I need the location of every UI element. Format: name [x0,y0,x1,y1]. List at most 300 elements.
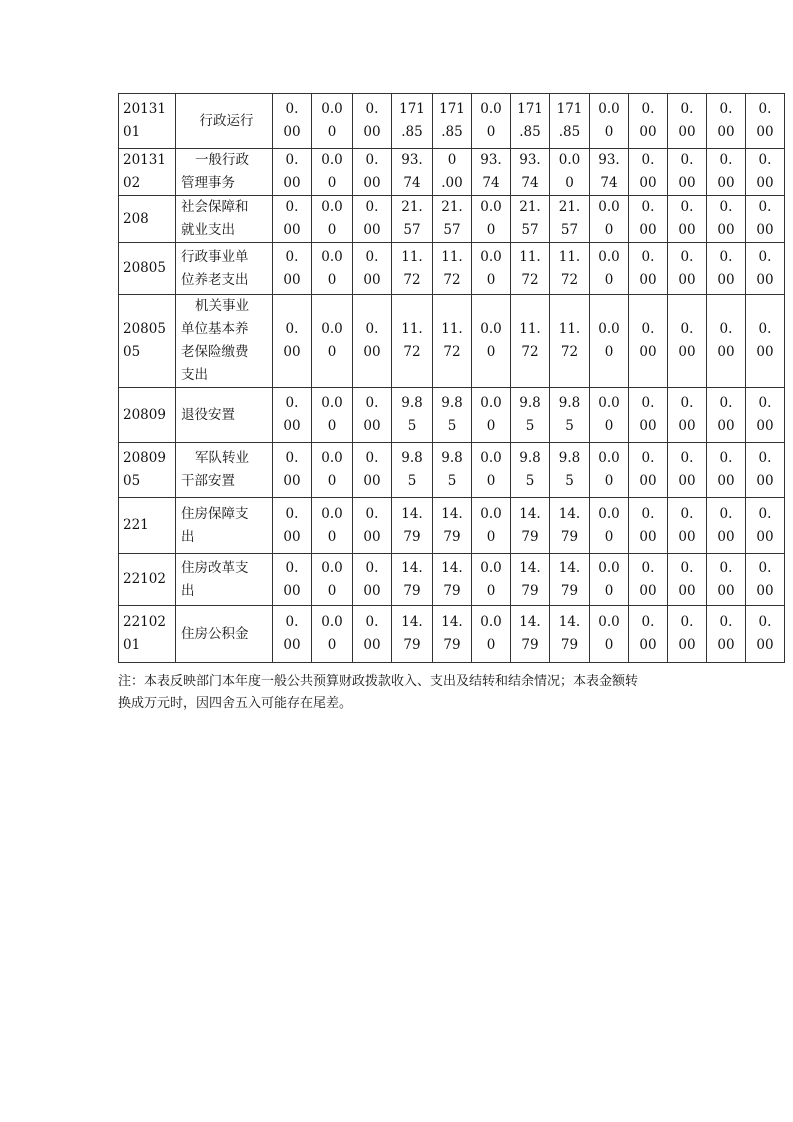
amount-cell [273,554,312,606]
amount-text: 57 [521,222,539,238]
amount-text: 00 [678,418,696,434]
function-code-text: 20805 [123,260,166,276]
function-name-cell [176,295,273,388]
amount-text: 0. [758,614,772,630]
amount-text: 0. [719,152,733,168]
amount-cell [353,295,392,388]
amount-text: 9.8 [401,450,423,466]
amount-text: 00 [283,344,301,360]
amount-text: 0.0 [480,101,502,117]
footnote-line: 注：本表反映部门本年度一般公共预算财政拨款收入、支出及结转和结余情况；本表金额转 [118,674,639,689]
amount-text: 14. [519,559,541,576]
amount-text: 00 [363,222,381,238]
amount-text: 0. [680,450,694,466]
amount-cell [707,606,746,663]
amount-cell [433,388,472,443]
amount-cell [353,443,392,498]
table-row [119,443,785,498]
amount-cell [273,498,312,554]
amount-cell [590,388,629,443]
amount-cell [707,498,746,554]
amount-cell [668,94,707,149]
amount-text: 14. [558,614,581,630]
amount-cell [312,196,353,243]
amount-text: 0. [641,248,655,265]
amount-cell [472,498,511,554]
function-name-text: 就业支出 [181,222,235,238]
amount-text: 0. [758,152,772,168]
amount-text: 93. [401,152,423,168]
amount-text: 0 [327,418,337,434]
amount-cell [353,94,392,149]
amount-text: 171 [399,101,425,117]
amount-text: 00 [639,637,657,653]
amount-text: 00 [756,528,774,545]
amount-text: 0. [641,505,655,522]
amount-text: 57 [443,222,461,238]
amount-cell [273,443,312,498]
amount-text: 00 [639,271,657,288]
amount-cell [472,196,511,243]
function-name-text: 支出 [181,367,208,383]
amount-text: 9.8 [558,395,581,411]
amount-text: 0. [365,395,379,411]
amount-cell [550,388,590,443]
amount-text: 00 [363,175,381,191]
amount-cell [433,94,472,149]
amount-text: 79 [443,582,461,599]
amount-text: 00 [283,271,301,288]
function-name-cell [176,554,273,606]
budget-table [118,93,785,663]
amount-text: 00 [717,418,735,434]
function-code-text: 05 [123,344,141,360]
amount-cell [707,94,746,149]
amount-text: 00 [639,175,657,191]
function-code-cell [119,94,176,149]
function-name-text: 军队转业 [195,450,249,466]
amount-cell [550,243,590,295]
amount-text: 0.0 [321,152,343,168]
function-code-cell [119,498,176,554]
amount-text: 14. [401,505,423,522]
function-name-text: 一般行政 [195,152,249,168]
amount-text: 0 [486,473,496,489]
amount-text: 0 [604,528,614,545]
amount-text: 79 [521,582,539,599]
function-code-cell [119,388,176,443]
amount-text: 0. [285,559,299,576]
amount-text: 0 [604,637,614,653]
amount-text: 14. [558,505,581,522]
amount-text: 0. [365,248,379,265]
amount-text: 0.0 [598,450,620,466]
amount-cell [353,388,392,443]
amount-text: 00 [756,344,774,360]
amount-cell [433,443,472,498]
amount-text: 72 [403,271,421,288]
amount-text: 0. [680,614,694,630]
amount-cell [590,443,629,498]
amount-cell [746,243,785,295]
amount-text: 0 [327,582,337,599]
function-code-text: 20809 [123,450,166,466]
amount-cell [629,149,668,196]
function-name-cell [176,149,273,196]
amount-cell [511,196,550,243]
amount-text: 0 [565,175,574,191]
amount-text: 00 [363,473,381,489]
amount-text: 0. [641,199,655,215]
amount-text: 11. [519,248,541,265]
amount-text: 00 [363,271,381,288]
amount-text: 9.8 [519,395,541,411]
table-row [119,498,785,554]
amount-cell [392,606,433,663]
amount-cell [392,554,433,606]
amount-text: 00 [717,222,735,238]
amount-text: 21. [558,199,581,215]
amount-text: 00 [678,222,696,238]
amount-text: 0. [285,450,299,466]
amount-text: 79 [443,528,461,545]
amount-text: 00 [639,418,657,434]
amount-text: 11. [401,321,423,337]
amount-text: 0. [758,559,772,576]
table-row [119,295,785,388]
amount-text: 93. [480,152,502,168]
function-code-text: 22102 [123,614,166,630]
amount-text: 0. [680,559,694,576]
amount-cell [668,243,707,295]
amount-text: 0. [758,395,772,411]
amount-cell [629,498,668,554]
amount-text: 14. [441,559,463,576]
amount-text: 0. [719,248,733,265]
amount-text: 14. [441,614,463,630]
function-code-cell [119,554,176,606]
amount-text: 5 [407,418,417,434]
amount-cell [629,243,668,295]
function-code-text: 20131 [123,101,166,117]
amount-text: 0 [604,582,614,599]
amount-text: 0.0 [321,321,343,337]
amount-text: 0 [486,344,496,360]
amount-text: 00 [756,222,774,238]
amount-text: 0. [680,395,694,411]
amount-cell [550,498,590,554]
amount-cell [511,243,550,295]
amount-text: 0. [365,321,379,337]
amount-text: 0 [604,222,614,238]
amount-text: 0.0 [598,395,620,411]
amount-text: 21. [401,199,423,215]
amount-text: 0 [486,582,496,599]
function-name-cell [176,388,273,443]
amount-text: 72 [443,271,461,288]
amount-cell [353,498,392,554]
amount-text: 00 [678,637,696,653]
amount-cell [511,443,550,498]
amount-text: 0 [604,473,614,489]
amount-text: 00 [756,637,774,653]
amount-text: 11. [519,321,541,337]
function-code-text: 20131 [123,152,166,168]
amount-text: 79 [403,582,421,599]
amount-text: 00 [283,473,301,489]
amount-text: 0. [641,614,655,630]
amount-text: 00 [283,222,301,238]
amount-cell [668,606,707,663]
amount-text: 0. [758,101,772,117]
amount-text: 171 [517,101,543,117]
amount-text: 00 [717,582,735,599]
amount-cell [353,149,392,196]
amount-cell [707,554,746,606]
amount-text: 5 [565,473,574,489]
function-name-text: 出 [181,528,195,545]
amount-text: 0. [680,248,694,265]
amount-cell [511,295,550,388]
amount-text: 0 [604,418,614,434]
amount-cell [312,388,353,443]
function-code-text: 02 [123,175,141,191]
amount-text: 00 [717,124,735,140]
amount-cell [273,94,312,149]
amount-cell [746,295,785,388]
amount-cell [433,606,472,663]
amount-text: 0 [327,473,337,489]
function-name-text: 住房保障支 [181,505,249,522]
amount-cell [472,606,511,663]
amount-cell [392,243,433,295]
function-name-text: 退役安置 [181,406,235,423]
amount-text: 11. [441,321,463,337]
amount-cell [392,94,433,149]
amount-cell [746,94,785,149]
amount-cell [433,554,472,606]
amount-cell [353,243,392,295]
amount-cell [273,196,312,243]
amount-text: 14. [558,559,581,576]
function-name-text: 出 [181,582,195,599]
function-name-text: 行政事业单 [181,248,249,265]
amount-text: 14. [401,614,423,630]
amount-text: 0.0 [480,248,502,265]
amount-text: 0.0 [321,559,343,576]
table-body [119,94,785,663]
amount-cell [629,443,668,498]
amount-text: 00 [363,637,381,653]
amount-text: 0. [365,505,379,522]
amount-cell [472,94,511,149]
amount-text: 0. [680,199,694,215]
function-code-cell [119,243,176,295]
amount-text: 00 [363,124,381,140]
amount-text: 00 [756,473,774,489]
amount-cell [273,243,312,295]
amount-text: 00 [717,528,735,545]
amount-cell [746,606,785,663]
amount-cell [668,443,707,498]
amount-cell [353,196,392,243]
amount-text: 72 [560,344,579,360]
amount-text: 74 [600,175,618,191]
amount-text: 0.0 [480,450,502,466]
amount-text: 79 [560,637,579,653]
amount-text: 5 [407,473,417,489]
amount-text: 14. [519,505,541,522]
function-name-cell [176,196,273,243]
amount-cell [707,149,746,196]
function-name-cell [176,498,273,554]
amount-cell [312,94,353,149]
amount-cell [590,243,629,295]
function-code-text: 20809 [123,406,166,423]
amount-text: 0. [365,450,379,466]
amount-text: 0. [719,559,733,576]
table-row [119,388,785,443]
amount-text: .85 [558,124,581,140]
amount-text: 00 [717,473,735,489]
amount-cell [511,606,550,663]
table-row [119,243,785,295]
amount-text: 0 [327,271,337,288]
amount-cell [472,554,511,606]
function-name-text: 管理事务 [181,175,235,191]
amount-text: 0 [327,124,337,140]
amount-cell [629,606,668,663]
amount-text: 0.0 [598,505,620,522]
function-name-text: 行政运行 [199,112,254,129]
amount-text: .85 [519,124,541,140]
amount-text: 00 [678,124,696,140]
amount-text: 0. [680,101,694,117]
amount-text: 72 [443,344,461,360]
amount-text: 0. [641,450,655,466]
amount-text: 0.0 [480,614,502,630]
amount-text: 00 [283,582,301,599]
amount-text: 21. [519,199,541,215]
amount-cell [746,443,785,498]
function-code-text: 01 [123,124,141,140]
amount-text: 0. [758,321,772,337]
amount-text: 9.8 [519,450,541,466]
amount-text: 0. [680,321,694,337]
function-name-cell [176,443,273,498]
amount-text: 0 [327,344,337,360]
table-row [119,554,785,606]
amount-cell [433,498,472,554]
amount-cell [472,443,511,498]
amount-text: 0. [285,199,299,215]
amount-text: 0. [365,559,379,576]
amount-cell [590,498,629,554]
function-code-text: 20805 [123,321,166,337]
function-code-cell [119,196,176,243]
amount-text: 0 [327,637,337,653]
amount-cell [590,606,629,663]
amount-text: 0. [285,101,299,117]
amount-text: 00 [283,124,301,140]
amount-cell [590,149,629,196]
amount-cell [629,388,668,443]
function-name-cell [176,606,273,663]
amount-text: 00 [639,473,657,489]
amount-cell [550,295,590,388]
amount-cell [550,443,590,498]
amount-cell [707,196,746,243]
amount-text: 0 [486,418,496,434]
amount-text: 0.0 [321,248,343,265]
amount-text: 93. [598,152,620,168]
amount-text: 79 [521,528,539,545]
amount-cell [353,554,392,606]
amount-text: 0.0 [321,395,343,411]
amount-text: 00 [363,582,381,599]
amount-text: 0.0 [321,199,343,215]
amount-text: 5 [447,418,457,434]
amount-text: 57 [403,222,421,238]
amount-cell [668,295,707,388]
amount-text: 0. [641,559,655,576]
function-name-text: 住房公积金 [181,625,249,642]
amount-cell [707,443,746,498]
amount-text: 00 [283,175,301,191]
amount-cell [629,94,668,149]
amount-text: 0.0 [480,505,502,522]
amount-text: 93. [519,152,541,168]
amount-cell [273,149,312,196]
amount-text: 00 [363,344,381,360]
function-code-text: 221 [123,517,149,533]
amount-text: 0.0 [321,450,343,466]
amount-text: 0.0 [480,395,502,411]
amount-text: 0.0 [598,248,620,265]
amount-text: 74 [521,175,539,191]
amount-text: 0. [365,152,379,168]
amount-text: 00 [283,418,301,434]
amount-text: 0 [486,528,496,545]
amount-text: 00 [363,418,381,434]
function-code-text: 05 [123,473,141,489]
amount-text: 0. [719,450,733,466]
amount-text: 0. [719,199,733,215]
amount-cell [590,196,629,243]
amount-text: 0.0 [321,101,343,117]
amount-text: 57 [560,222,579,238]
table-footnote [118,671,688,715]
amount-text: 00 [678,528,696,545]
amount-text: 79 [403,637,421,653]
amount-text: 00 [678,582,696,599]
amount-text: 0. [641,152,655,168]
amount-text: 0. [641,395,655,411]
amount-cell [668,554,707,606]
amount-cell [590,295,629,388]
amount-cell [312,149,353,196]
amount-text: 79 [443,637,461,653]
amount-cell [746,498,785,554]
amount-text: 5 [447,473,457,489]
amount-text: .85 [401,124,423,140]
amount-cell [550,196,590,243]
amount-cell [433,295,472,388]
function-name-text: 老保险缴费 [181,344,249,360]
amount-text: 00 [639,528,657,545]
amount-text: 0. [719,101,733,117]
amount-cell [472,243,511,295]
